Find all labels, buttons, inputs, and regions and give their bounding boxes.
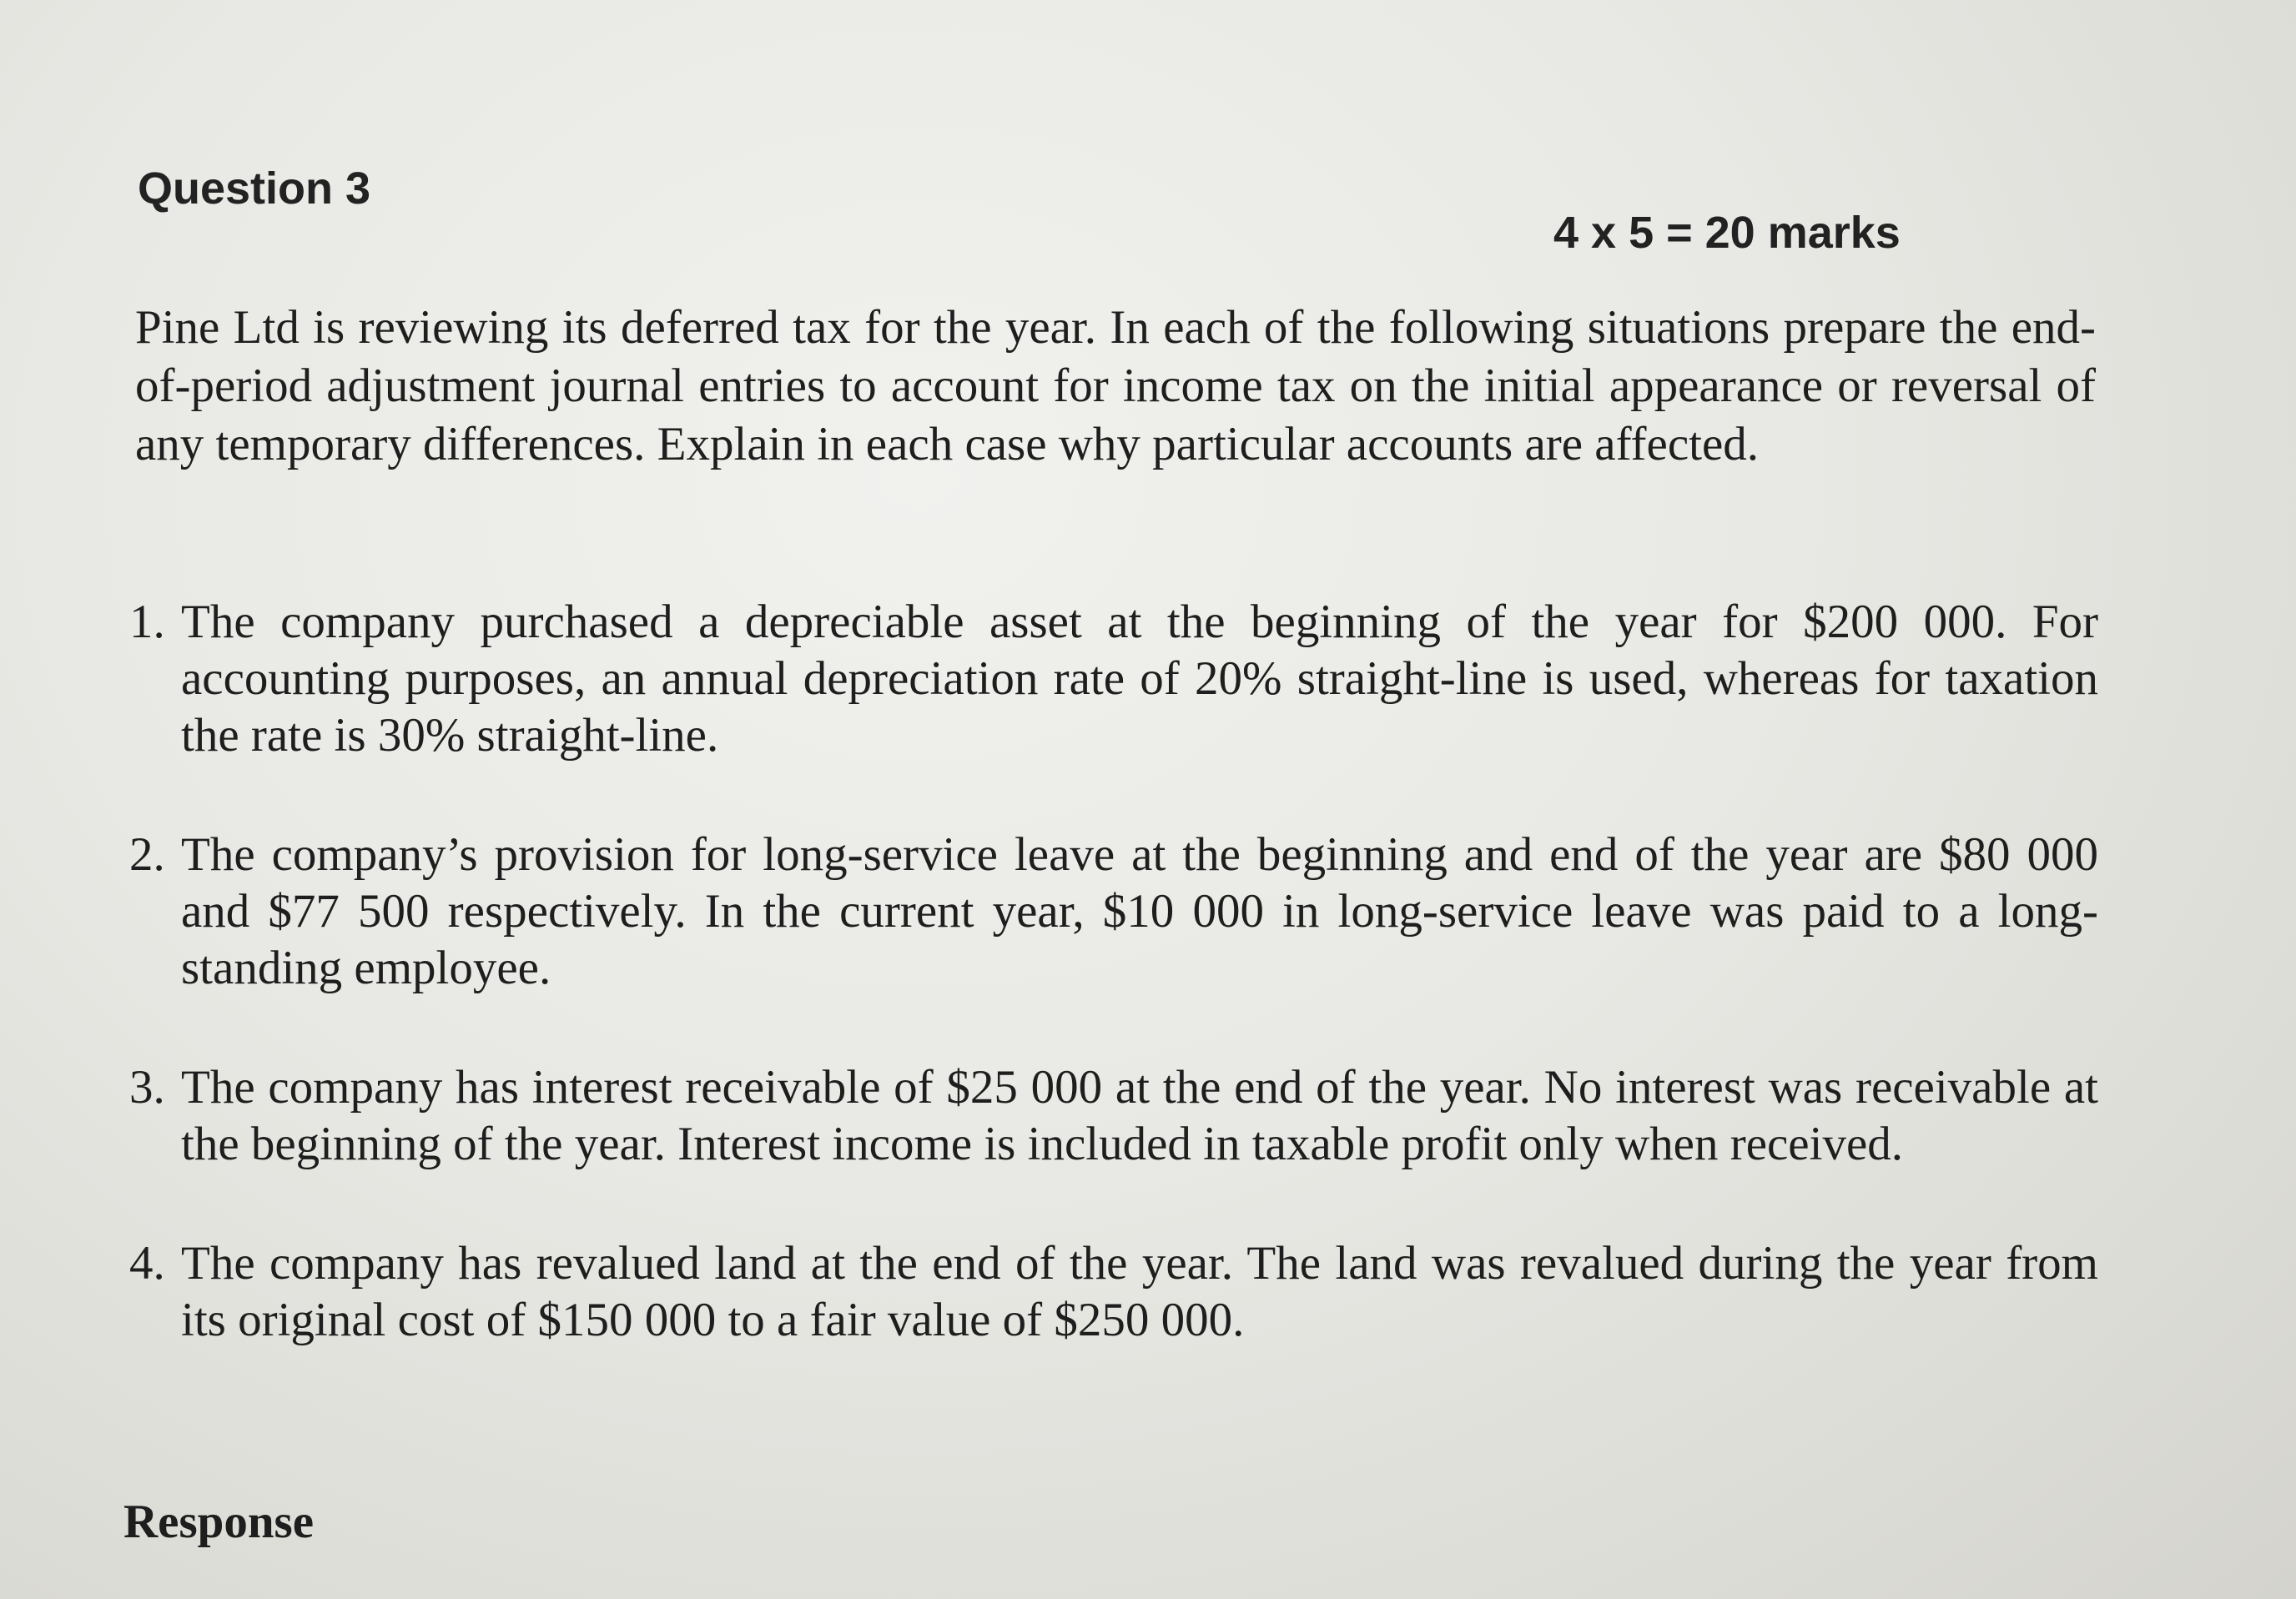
situation-text: The company has interest receivable of $25 000 at the end of the year. No interest was receivable at the beginning of the year. Interest income is included in taxable profit only when received. bbox=[181, 1061, 2098, 1170]
situation-item bbox=[129, 594, 2098, 764]
marks-label: 4 x 5 = 20 marks bbox=[1553, 208, 1901, 258]
question-title: Question 3 bbox=[138, 163, 371, 214]
situation-number: 4. bbox=[129, 1237, 165, 1290]
situation-item bbox=[129, 1235, 2098, 1349]
situation-text: The company’s provision for long-service leave at the beginning and end of the year are $80 000 and $77 500 respectively. In the current year, $10 000 in long-service leave was paid to a long-standing employee. bbox=[181, 828, 2098, 994]
situation-number: 3. bbox=[129, 1061, 165, 1114]
situation-text: The company purchased a depreciable asset at the beginning of the year for $200 000. For accounting purposes, an annual depreciation rate of 20% straight-line is used, whereas for taxation the rate is 30% straight-line. bbox=[181, 596, 2098, 762]
situation-number: 1. bbox=[129, 596, 165, 648]
situation-item bbox=[129, 827, 2098, 997]
situation-text: The company has revalued land at the end of the year. The land was revalued during the year from its original cost of $150 000 to a fair value of $250 000. bbox=[181, 1237, 2098, 1346]
situation-item bbox=[129, 1059, 2098, 1173]
situation-number: 2. bbox=[129, 828, 165, 881]
question-intro: Pine Ltd is reviewing its deferred tax for the year. In each of the following situations prepare the end-of-period adjustment journal entries to account for income tax on the initial appearance or reversal of any temporary differences. Explain in each case why particular accounts are affected. bbox=[135, 301, 2096, 470]
response-label: Response bbox=[123, 1496, 315, 1548]
situation-list bbox=[129, 594, 2098, 1411]
